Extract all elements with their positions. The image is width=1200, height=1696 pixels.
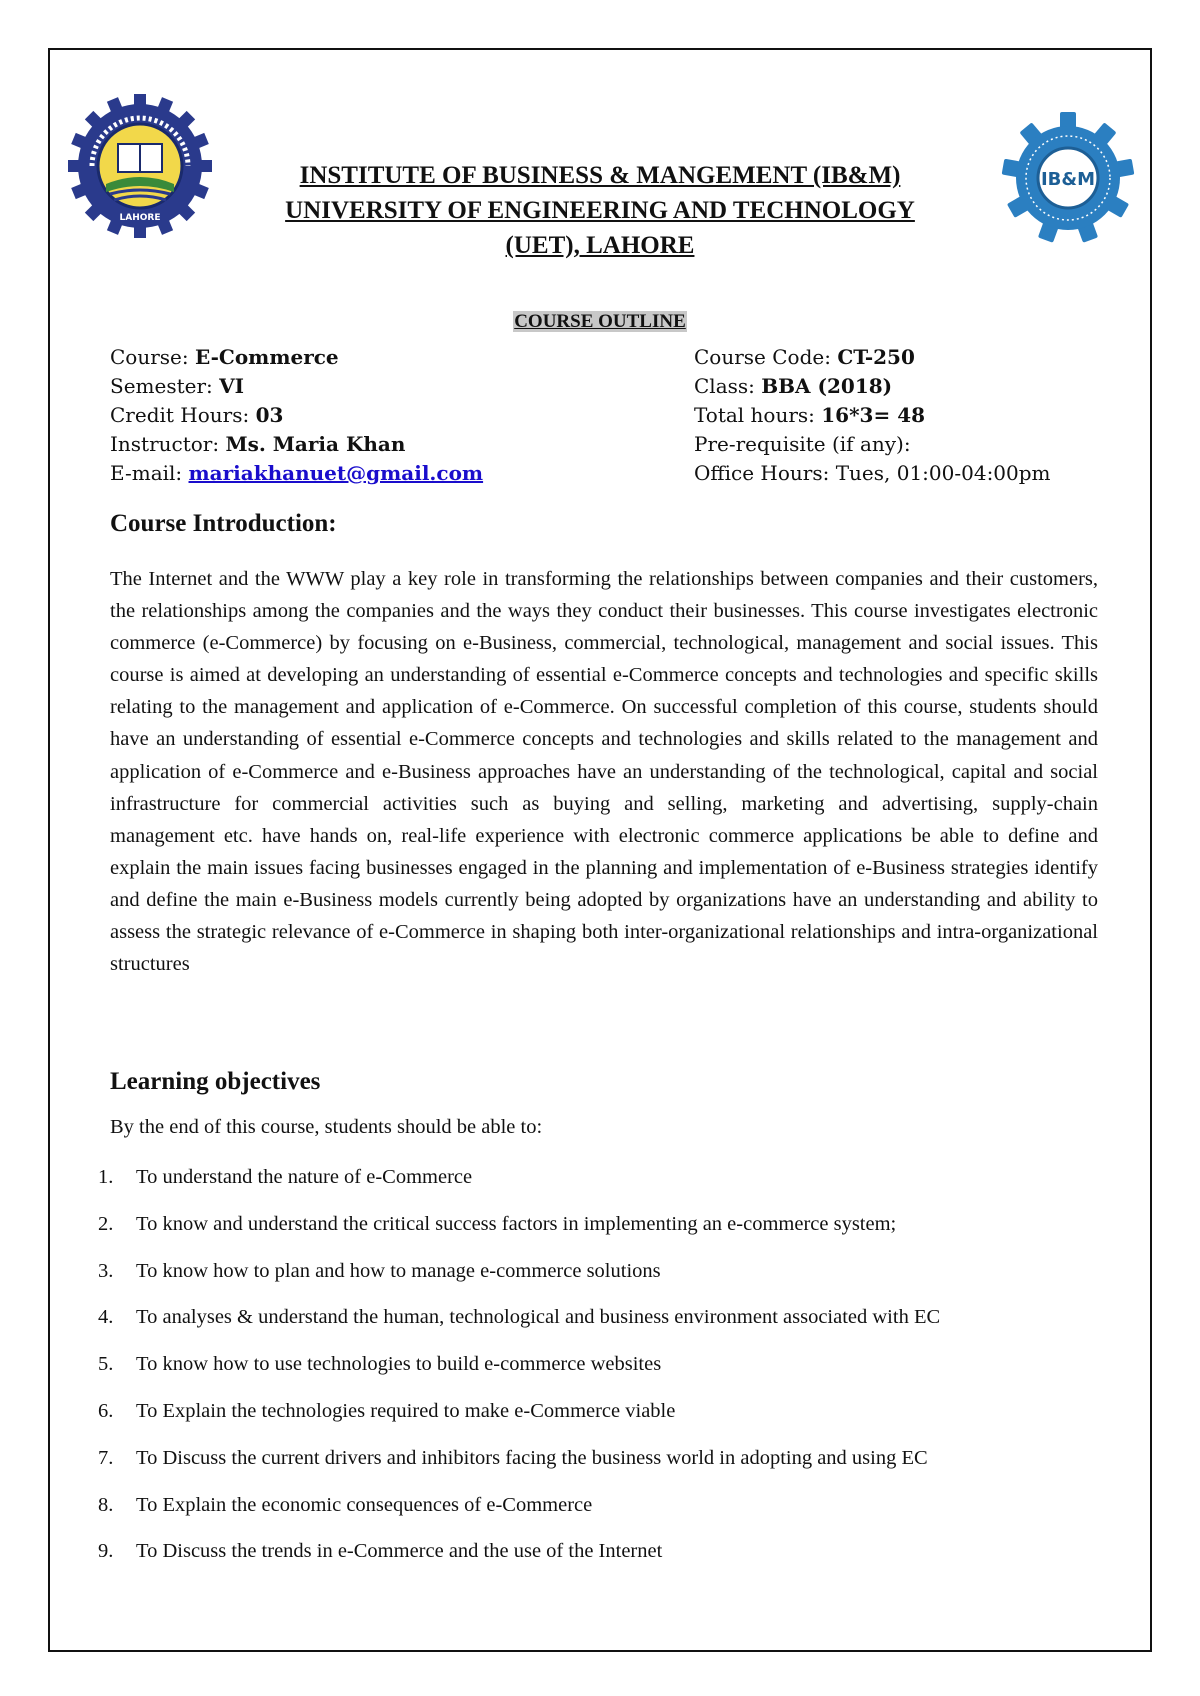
info-label: Class: [694, 374, 762, 398]
info-value: 03 [255, 403, 284, 427]
list-text: To Discuss the current drivers and inhibitors facing the business world in adopting and using EC [136, 1446, 928, 1469]
objectives-list [98, 1166, 1108, 1587]
list-text: To Explain the economic consequences of e-Commerce [136, 1493, 593, 1516]
course-info-right [694, 343, 1051, 488]
semester-row [110, 372, 483, 401]
title-line-3: (UET), LAHORE [505, 232, 695, 259]
title-line-1: INSTITUTE OF BUSINESS & MANGEMENT (IB&M) [299, 162, 901, 189]
list-number: 3. [98, 1259, 114, 1282]
credit-hours-row [110, 401, 483, 430]
total-hours-row [694, 401, 1051, 430]
list-item [98, 1353, 1108, 1400]
list-number: 4. [98, 1306, 114, 1329]
learning-objectives-heading: Learning objectives [110, 1068, 321, 1095]
ibm-gear-logo-icon [1000, 110, 1136, 246]
info-label: Office Hours: [694, 461, 836, 485]
seal-city-text: LAHORE [119, 213, 161, 223]
course-outline-heading-wrap [0, 311, 1200, 333]
instructor-row [110, 430, 483, 459]
info-label: Credit Hours: [110, 403, 256, 427]
list-number: 6. [98, 1399, 114, 1422]
list-text: To analyses & understand the human, technological and business environment associated with EC [136, 1306, 941, 1329]
class-row [694, 372, 1051, 401]
list-number: 2. [98, 1212, 114, 1235]
course-row [110, 343, 483, 372]
info-value: Ms. Maria Khan [225, 432, 406, 456]
info-value: E-Commerce [194, 345, 339, 369]
uet-lahore-seal-icon [66, 92, 214, 240]
info-value: BBA (2018) [761, 374, 893, 398]
list-text: To Discuss the trends in e-Commerce and the use of the Internet [136, 1540, 663, 1563]
email-row [110, 459, 483, 488]
list-number: 8. [98, 1493, 114, 1516]
office-hours-row [694, 459, 1051, 488]
list-text: To Explain the technologies required to make e-Commerce viable [136, 1399, 676, 1422]
list-number: 7. [98, 1446, 114, 1469]
course-introduction-body: The Internet and the WWW play a key role in transforming the relationships between companies and their customers, the relationships among the companies and the ways they conduct their businesses. This course investigates electronic commerce (e-Commerce) by focusing on e-Business, commercial, technological, management and social issues. This course is aimed at developing an understanding of essential e-Commerce concepts and technologies and specific skills relating to the management and application of e-Commerce. On successful completion of this course, students should have an understanding of essential e-Commerce concepts and technologies and skills related to the management and application of e-Commerce and e-Business approaches have an understanding of the technological, capital and social infrastructure for commercial activities such as buying and selling, marketing and advertising, supply-chain management etc. have hands on, real-life experience with electronic commerce applications be able to define and explain the main issues facing businesses engaged in the planning and implementation of e-Business strategies identify and define the main e-Business models currently being adopted by organizations have an understanding and ability to assess the strategic relevance of e-Commerce in shaping both inter-organizational relationships and intra-organizational structures [110, 568, 1098, 976]
info-value: Tues, 01:00-04:00pm [835, 461, 1051, 485]
list-item [98, 1540, 1108, 1587]
list-item [98, 1306, 1108, 1353]
title-line-2: UNIVERSITY OF ENGINEERING AND TECHNOLOGY [285, 197, 915, 224]
list-text: To know how to plan and how to manage e-commerce solutions [136, 1259, 661, 1282]
ibm-logo-text: IB&M [1040, 169, 1096, 190]
info-label: E-mail: [110, 461, 189, 485]
info-label: Total hours: [694, 403, 822, 427]
course-code-row [694, 343, 1051, 372]
prerequisite-row [694, 430, 1051, 459]
info-value: 16*3= 48 [821, 403, 926, 427]
list-number: 5. [98, 1353, 114, 1376]
institution-title [200, 158, 1000, 263]
objectives-lead: By the end of this course, students should be able to: [110, 1116, 543, 1138]
info-value: CT-250 [837, 345, 915, 369]
list-number: 9. [98, 1540, 114, 1563]
info-label: Pre-requisite (if any): [694, 432, 911, 456]
info-label: Course Code: [694, 345, 838, 369]
list-text: To know and understand the critical success factors in implementing an e-commerce system; [136, 1212, 897, 1235]
course-outline-heading: COURSE OUTLINE [514, 311, 686, 332]
list-number: 1. [98, 1166, 114, 1188]
email-link[interactable]: mariakhanuet@gmail.com [188, 461, 484, 485]
info-label: Instructor: [110, 432, 226, 456]
list-item [98, 1260, 1108, 1307]
list-item [98, 1447, 1108, 1494]
list-item [98, 1494, 1108, 1541]
info-label: Course: [110, 345, 195, 369]
list-item [98, 1400, 1108, 1447]
course-introduction-heading: Course Introduction: [110, 510, 337, 537]
info-label: Semester: [110, 374, 220, 398]
list-text: To know how to use technologies to build e-commerce websites [136, 1353, 662, 1376]
list-item [98, 1213, 1108, 1260]
list-item [98, 1166, 1108, 1213]
list-text: To understand the nature of e-Commerce [136, 1166, 473, 1188]
info-value: VI [219, 374, 245, 398]
course-info-left [110, 343, 483, 488]
